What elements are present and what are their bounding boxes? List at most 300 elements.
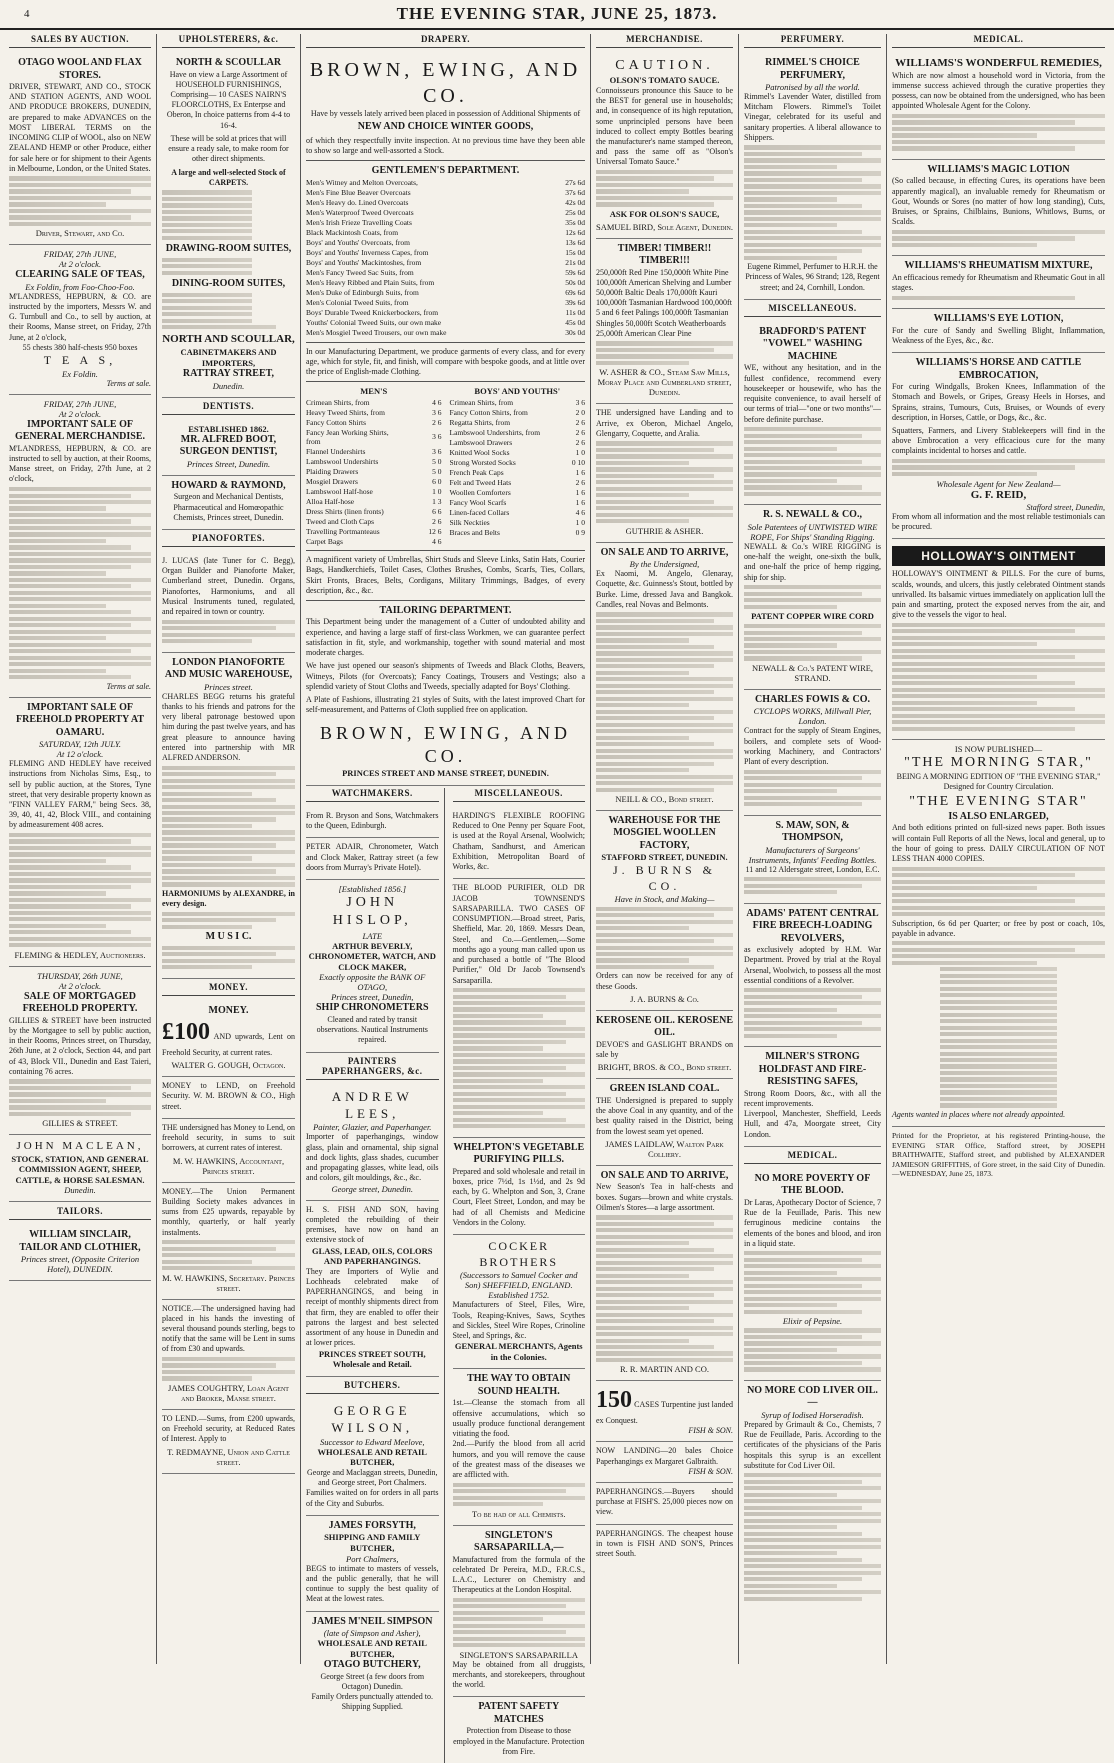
ad-signature: Eugene Rimmel, Perfumer to H.R.H. the Princess of Wales, 96 Strand; 128, Regent street; and 24, Cornhill, London. [745, 262, 880, 292]
ad-howard-raymond [162, 476, 295, 530]
item-name: Fancy Wool Scarfs [449, 497, 507, 507]
ad-carpets: A large and well-selected Stock of CARPETS. [171, 167, 286, 187]
ad-trade: SHIPPING AND FAMILY BUTCHER, [324, 1532, 421, 1553]
page-number: 4 [24, 8, 30, 20]
ad-body: DRIVER, STEWART, AND CO., STOCK AND STATION AGENTS, AND WOOL AND PRODUCE BROKERS, DUNEDIN, are prepared to make ADVANCES on the MOST LIBERAL TERMS on the INCOMING CLIP of WOOL, also on NEW ZEALAND HEMP or other Produce, either for sale here or for shipment to their Agents in Melbourne, London, or the United States. [9, 82, 151, 173]
item-price: 1 6 [575, 487, 585, 497]
ad-clearing-sale-teas [9, 245, 151, 395]
ad-body: H. S. FISH AND SON, having completed the rebuilding of their premises, have now on hand an extensive stock of [306, 1204, 439, 1245]
item-price: 2 6 [575, 417, 585, 427]
gents-price-row [306, 218, 585, 228]
item-name: Felt and Tweed Hats [449, 477, 512, 487]
item-name: Mosgiel Drawers [306, 476, 358, 486]
watchmakers-column [306, 788, 445, 1763]
ad-title: CHARLES FOWIS & CO. [754, 693, 870, 705]
ad-signature: W. ASHER & CO., Steam Saw Mills, Moray Place and Cumberland street, Dunedin. [597, 367, 732, 398]
mens-price-row [306, 486, 442, 496]
ad-union-building-society [162, 1183, 295, 1300]
ad-title: JAMES M'NEIL SIMPSON [311, 1615, 433, 1627]
boys-price-row [450, 407, 586, 417]
section-header-misc-2: MISCELLANEOUS. [744, 303, 881, 317]
ad-body: For the cure of Sandy and Swelling Blight, Inflammation, Weakness of the Eyes, &c., &c. [892, 325, 1105, 345]
item-price: 59s 6d [565, 268, 585, 278]
section-header-perfumery: PERFUMERY. [744, 34, 881, 48]
item-price: 50s 0d [565, 278, 585, 288]
ad-body: Prepared by Grimault & Co., Chemists, 7 Rue de Feuillade, Paris. According to the certificates of the physicians of the Paris hospitals this syrup is an excellent substitute for Cod Liver Oil. [744, 1419, 881, 1470]
ad-shop: OTAGO BUTCHERY, [323, 1659, 421, 1671]
ad-body: PAPERHANGINGS.—Buyers should purchase at FISH'S. 25,000 pieces now on view. [596, 1486, 733, 1517]
section-header-medical: MEDICAL. [892, 34, 1105, 48]
ad-body: THE undersigned have Landing and to Arrive, ex Oberon, Michael Angelo, Glengarry, Coquette, and Aralia. [596, 408, 733, 438]
ad-body: NOW LANDING—20 bales Choice Paperhangings ex Margaret Galbraith. [596, 1446, 733, 1466]
ad-body: THE Undersigned is prepared to supply the above Coal in any quantity, and of the best quality raised in the District, being from the lowest seam yet opened. [596, 1095, 733, 1136]
ad-body: Prepared and sold wholesale and retail in boxes, price 7½d, 1s 1½d, and 2s 9d each, by G. Whelpton and Son, 3, Crane Court, Fleet Street, London, and may be had of all Chemists and Medicine Vendors in the Colony. [452, 1166, 585, 1227]
item-price: 21s 0d [565, 258, 585, 268]
item-price: 1 0 [432, 486, 442, 496]
ad-title: ANDREW LEES, [331, 1088, 413, 1121]
gents-price-row [306, 188, 585, 198]
ad-subtitle: Syrup of Iodised Horseradish. [761, 1409, 864, 1420]
ad-music: M U S I C. [205, 931, 252, 943]
ad-intro2: of which they respectfully invite inspection. At no previous time have they been able to show so large and well-assorted a Stock. [306, 135, 585, 155]
ad-body: THE undersigned has Money to Lend, on freehold security, in sums to suit borrowers, at current rates of interest. [162, 1122, 295, 1153]
item-name: Boys' and Youths' Inverness Capes, from [306, 248, 429, 258]
ad-george-wilson [306, 1399, 439, 1516]
ad-body: PETER ADAIR, Chronometer, Watch and Clock Maker, Rattray street (a few doors from Murray's Private Hotel). [306, 842, 439, 872]
ad-signature: R. R. MARTIN AND CO. [620, 1364, 709, 1375]
item-price: 3 6 [432, 432, 442, 442]
ad-notice-coughtry [162, 1300, 295, 1410]
item-price: 2 6 [432, 417, 442, 427]
mens-price-row [306, 516, 442, 526]
ad-body: NOTICE.—The undersigned having had placed in his hands the investing of several thousand pounds sterling, begs to notify that the same will be Lent in sums of from £30 and upwards. [162, 1303, 295, 1354]
ad-harmoniums: HARMONIUMS by ALEXANDRE, in every design. [162, 888, 295, 909]
boys-price-table [450, 397, 586, 537]
item-name: Men's Irish Frieze Travelling Coats [306, 218, 412, 228]
ad-body: Ex Naomi, M. Angelo, Glenaray, Coquette, &c. Guinness's Stout, bottled by Burke. Lime, dressed Java and Bangkok. Candles, real Novas and Belmonts. [596, 569, 733, 609]
ad-body: 1st.—Cleanse the stomach from all offensive accumulations, which so usually produce functional derangement vitiating the food. [452, 1398, 585, 1439]
ad-date: FRIDAY, 27th JUNE, [43, 249, 117, 260]
ad-address: Port Chalmers, [346, 1553, 399, 1564]
item-price: 12 6 [428, 526, 442, 536]
ad-john-maclean [9, 1135, 151, 1202]
ad-subtitle: OLSON'S TOMATO SAUCE. [609, 75, 720, 86]
ad-cord: PATENT COPPER WIRE CORD [751, 611, 874, 622]
section-header-tailors: TAILORS. [9, 1206, 151, 1220]
item-price: 3 6 [432, 446, 442, 456]
ad-title: IMPORTANT SALE OF FREEHOLD PROPERTY AT OAMARU. [16, 701, 144, 738]
ad-magic-lotion [892, 160, 1105, 256]
item-price: 2 0 [575, 407, 585, 417]
item-price: 15s 0d [565, 248, 585, 258]
item-name: Boys' and Youths' Mackintoshes, from [306, 258, 422, 268]
ad-title: LONDON PIANOFORTE AND MUSIC WAREHOUSE, [164, 656, 293, 681]
ad-body: Have in Stock, and Making— [614, 894, 715, 905]
misc-column [453, 788, 586, 1763]
ad-title: IMPORTANT SALE OF GENERAL MERCHANDISE. [14, 418, 146, 443]
ad-title: KEROSENE OIL. KEROSENE OIL. [596, 1014, 733, 1039]
ad-body: M'LANDRESS, HEPBURN, & CO. are instructed to sell by auction, at their Rooms, Manse street, on Friday, 27th June, at 2 o'clock, [9, 443, 151, 484]
ad-rimmel [744, 53, 881, 300]
ad-subtitle: Ex Foldin, from Foo-Choo-Foo. [25, 281, 135, 292]
item-name: Regatta Shirts, from [449, 417, 511, 427]
ad-terms: Terms at sale. [106, 378, 151, 388]
item-name: Braces and Belts [449, 527, 500, 537]
section-header-upholsterers: UPHOLSTERERS, &c. [162, 34, 295, 48]
ad-mosgiel-warehouse [596, 811, 733, 1011]
ad-note: Orders can now be received for any of these Goods. [596, 971, 733, 991]
mens-price-row [306, 407, 442, 417]
ad-james-forsyth [306, 1516, 439, 1612]
ad-body: HARDING'S FLEXIBLE ROOFING Reduced to One Penny per Square Foot, is used at the Royal Arsenal, Woolwich; Chatham, Sandhurst, and American Exhibition, Metropolitan Board of Works, &c. [452, 810, 585, 872]
ad-title: MR. ALFRED BOOT, SURGEON DENTIST, [179, 433, 278, 458]
ad-note: These will be sold at prices that will ensure a ready sale, to make room for other direct shipments. [168, 133, 289, 164]
item-price: 35s 0d [565, 218, 585, 228]
ad-name: NORTH AND SCOULLAR, [162, 333, 295, 346]
ad-body: NEWALL & Co.'s WIRE RIGGING is one-half the weight, one-sixth the bulk, and one-half the price of hemp rigging, ship for ship. [744, 541, 881, 582]
ad-note: Cleaned and rated by transit observations. Nautical Instruments repaired. [316, 1014, 428, 1045]
ad-stock: GLASS, LEAD, OILS, COLORS AND PAPERHANGINGS. [312, 1245, 433, 1267]
ad-number: 150 [596, 1387, 632, 1414]
ad-money-gough [162, 1001, 295, 1077]
item-price: 4 6 [432, 397, 442, 407]
ad-established: [Established 1856.] [338, 884, 407, 895]
ad-title: ON SALE AND TO ARRIVE, [600, 546, 729, 558]
item-name: Men's Mosgiel Tweed Trousers, our own make [306, 328, 447, 338]
item-price: 4 6 [432, 536, 442, 546]
item-price: 5 0 [432, 466, 442, 476]
section-header-drapery: DRAPERY. [306, 34, 585, 48]
boys-price-row [450, 527, 586, 537]
ad-john-hislop [306, 880, 439, 1052]
ad-title: "THE MORNING STAR," [904, 755, 1093, 771]
ad-adams-revolvers [744, 904, 881, 1048]
gents-price-row [306, 178, 585, 188]
imprint-text: Printed for the Proprietor, at his registered Printing-house, the EVENING STAR Office, Stafford street, by JOSEPH BRAITHWAITE, Stafford street, and published by ALEXANDER JAMIESON GRIFFITHS, of Gore street, in the said City of Dunedin.—WEDNESDAY, June 25, 1873. [892, 1131, 1105, 1179]
ad-north-scoullar [162, 53, 295, 398]
ad-cocker-brothers [453, 1235, 586, 1369]
item-price: 45s 0d [565, 318, 585, 328]
column-auctions [4, 34, 156, 1664]
boys-price-row [450, 487, 586, 497]
ad-title: SINGLETON'S SARSAPARILLA,— [473, 1529, 564, 1554]
item-name: Fancy Cotton Shirts, from [449, 407, 528, 417]
ad-title: NORTH & SCOULLAR [175, 57, 282, 68]
ad-ex: Ex Foldin. [62, 368, 98, 379]
ad-late: LATE [362, 930, 383, 941]
ad-title: MONEY. [208, 1004, 249, 1016]
ad-eye-lotion [892, 309, 1105, 353]
newspaper-title: THE EVENING STAR, JUNE 25, 1873. [396, 4, 718, 23]
column-medical [886, 34, 1110, 1664]
ad-body: AND upwards, Lent on Freehold Security, at current rates. [162, 1032, 295, 1057]
ad-tailoring-body2: We have just opened our season's shipments of Tweeds and Black Cloths, Beavers, Witneys, Pilots (for Overcoats); Fancy Coatings, Trousers and Vestings; also a splendid variety of Stout Cloths and Tweeds, specially adapted for Boys' Clothing. [306, 661, 585, 691]
ad-footer-address: PRINCES STREET AND MANSE STREET, DUNEDIN. [342, 768, 549, 779]
ad-now-published: IS NOW PUBLISHED— [954, 744, 1043, 755]
ad-body: An efficacious remedy for Rheumatism and Rheumatic Gout in all stages. [892, 272, 1105, 293]
ad-ask: ASK FOR OLSON'S SAUCE, [609, 208, 720, 219]
gents-price-row [306, 318, 585, 328]
ad-dining: DINING-ROOM SUITES, [171, 277, 286, 289]
mens-price-row [306, 506, 442, 516]
ad-location: Dunedin. [212, 380, 245, 391]
ad-amount: £100 [162, 1019, 210, 1046]
ad-kerosene [596, 1011, 733, 1079]
ad-terms: Terms at sale. [106, 681, 151, 691]
ad-subtitle: Manufacturers of Surgeons' Instruments, Infants' Feeding Bottles. [748, 844, 877, 865]
ad-body: Contract for the supply of Steam Engines, boilers, and complete sets of Wood-working Machinery, and Contractors' Plant of every description. [744, 726, 881, 767]
ad-timber [596, 239, 733, 405]
column-upholsterers [156, 34, 300, 1664]
ad-olson-sauce [596, 53, 733, 239]
ad-body-line [162, 1017, 295, 1058]
ad-body: TO LEND.—Sums, from £200 upwards, on Freehold security, at Reduced Rates of Interest. Apply to [162, 1413, 295, 1444]
ad-title: WILLIAMS'S HORSE AND CATTLE EMBROCATION, [915, 357, 1082, 381]
ad-body2: Subscription, 6s 6d per Quarter; or free by post or coach, 10s, payable in advance. [892, 918, 1105, 938]
ad-sound-health [453, 1369, 586, 1525]
item-price: 4 6 [575, 507, 585, 517]
section-header-painters: PAINTERS PAPERHANGERS, &c. [306, 1056, 439, 1080]
ad-body: Have on view a Large Assortment of HOUSEHOLD FURNISHINGS, Comprising— 10 CASES NAIRN'S FLOORCLOTHS, Ex Enterpse and Oberon, In choice patterns from 4-4 to 16-4. [166, 69, 291, 130]
column-drapery [300, 34, 590, 1756]
mens-heading: MEN'S [360, 386, 388, 397]
ad-body: From R. Bryson and Sons, Watchmakers to the Queen, Edinburgh. [306, 810, 439, 831]
item-name: Lambswool Drawers [449, 437, 513, 447]
boys-price-row [450, 417, 586, 427]
item-price: 0 9 [575, 527, 585, 537]
ad-harding-roofing [453, 807, 586, 879]
ad-teas: T E A S, [43, 353, 117, 368]
ad-items: 55 chests 380 half-chests 950 boxes [22, 342, 138, 352]
ad-body: Importer of paperhangings, window glass, plain and ornamental, ship signal and dock lights, glass shades, cucumber and propagating glasses, white lead, oils and colors, gilt mouldings, &c., &c. [306, 1132, 439, 1183]
mens-price-row [306, 456, 442, 466]
ad-body: (So called because, in effecting Cures, its operations have been apparently magical), an invaluable remedy for Rheumatism or Gout, Wounds or Sores (no matter of how long standing), Cuts, Bruises, or Sprains, Chilblains, Bunions, Whitlows, Burns, or Scalds. [892, 176, 1105, 227]
ad-suites: DRAWING-ROOM SUITES, [165, 242, 292, 254]
gents-price-row [306, 288, 585, 298]
ad-body: PAPERHANGINGS. The cheapest house in town is FISH AND SON'S, Princes street South. [596, 1528, 733, 1559]
ad-hs-fish [306, 1201, 439, 1377]
item-price: 6 6 [432, 506, 442, 516]
boys-price-row [450, 497, 586, 507]
ad-body: Which are now almost a household word in Victoria, from the immense success achieved through the curative properties they possess, can now be obtained from the undersigned, who has been appointed Wholesale Agent for the Colony. [892, 70, 1105, 111]
ad-body: Strong Room Doors, &c., with all the recent improvements. [744, 1088, 881, 1108]
item-name: Dress Shirts (linen fronts) [306, 506, 384, 516]
boys-price-row [450, 517, 586, 527]
item-name: Men's Witney and Melton Overcoats, [306, 178, 418, 188]
ad-signature: FISH & SON. [688, 1466, 733, 1476]
ad-title: JOHN HISLOP, [332, 895, 412, 929]
item-price: 25s 0d [565, 208, 585, 218]
item-name: Black Mackintosh Coats, from [306, 228, 399, 238]
gents-price-table [306, 178, 585, 338]
ad-williams-remedies [892, 53, 1105, 160]
ad-note: Family Orders punctually attended to. Shipping Supplied. [311, 1692, 434, 1712]
boys-price-row [450, 457, 586, 467]
ad-body: CASES Turpentine just landed ex Conquest. [596, 1400, 734, 1426]
item-price: 42s 0d [565, 198, 585, 208]
ad-signature: NEWALL & Co.'s PATENT WIRE, STRAND. [751, 662, 874, 683]
ad-body-line [596, 1385, 733, 1426]
ad-signature: JAMES COUGHTRY, Loan Agent and Broker, Manse street. [168, 1382, 289, 1403]
ad-bryson [306, 807, 439, 838]
ad-subtitle2: IS ALSO ENLARGED, [948, 810, 1049, 822]
ad-signature: SINGLETON'S SARSAPARILLA [459, 1649, 578, 1660]
ad-title: PATENT SAFETY MATCHES [478, 1701, 560, 1725]
item-name: Travelling Portmanteaus [306, 526, 380, 536]
boys-price-row [450, 437, 586, 447]
ad-body: HOLLOWAY'S OINTMENT & PILLS. For the cure of burns, scalds, wounds, and ulcers, this justly celebrated Ointment stands unrivalled. Its balsamic virtues immediately on application lull the pain and smarting, protect the exposed nerves from the air, and give to the vessels the vigor to heal. [892, 569, 1105, 620]
ad-signature: JAMES LAIDLAW, Walton Park Colliery. [605, 1138, 724, 1159]
item-name: Youths' Colonial Tweed Suits, our own make [306, 318, 442, 328]
ad-turpentine [596, 1381, 733, 1442]
ad-neill-co [596, 543, 733, 811]
ad-money-hawkins [162, 1119, 295, 1183]
section-header-dentists: DENTISTS. [162, 401, 295, 415]
ad-alfred-boot [162, 420, 295, 476]
ad-body2: They are Importers of Wylie and Lochheads celebrated make of PAPERHANGINGS, and being in receipt of monthly shipments direct from that firm, they are enabled to offer their patrons the largest and best selected assortment of any house in Dunedin and at lower prices. [306, 1266, 439, 1348]
item-price: 39s 6d [565, 298, 585, 308]
item-price: 1 0 [575, 447, 585, 457]
ad-to-lend-redmayne [162, 1410, 295, 1474]
ad-poverty-blood [744, 1169, 881, 1381]
ad-title: WILLIAMS'S WONDERFUL REMEDIES, [895, 57, 1102, 69]
mens-price-row [306, 427, 442, 446]
ad-body: BEGS to intimate to masters of vessels, and the public generally, that he will continue to supply the best quality of Meat at the lowest rates. [306, 1563, 439, 1604]
section-header-merchandise: MERCHANDISE. [596, 34, 733, 48]
boys-price-row [450, 397, 586, 407]
boys-list [450, 386, 586, 546]
item-name: Fancy Jean Working Shirts, from [306, 427, 389, 446]
item-price: 2 6 [432, 516, 442, 526]
ad-body: FLEMING AND HEDLEY have received instructions from Nicholas Sims, Esq., to sell by public auction, at the Stores, Tyne street, that very desirable property known as "FINN VALLEY FARM," being Secs. 38, 39, 40, 41, 42, Block VIII., and containing by admeasurement 408 acres. [9, 759, 151, 830]
ad-agents: Agents wanted in places where not already appointed. [892, 1109, 1066, 1119]
ad-subtitle: Sole Patentees of UNTWISTED WIRE ROPE, For Ships' Standing Rigging. [747, 521, 878, 542]
mens-price-row [306, 496, 442, 506]
gents-price-row [306, 248, 585, 258]
ad-title: OTAGO WOOL AND FLAX STORES. [18, 57, 142, 81]
ad-address: George and Maclaggan streets, Dunedin, and George street, Port Chalmers. [307, 1467, 438, 1488]
item-name: Men's Heavy Ribbed and Plain Suits, from [306, 278, 435, 288]
ad-title: HOWARD & RAYMOND, [171, 479, 286, 491]
ad-trade: WHOLESALE AND RETAIL BUTCHER, [317, 1446, 427, 1468]
item-name: Men's Fancy Tweed Sac Suits, from [306, 268, 414, 278]
ad-signature: J. A. BURNS & Co. [630, 993, 699, 1004]
ad-name: J. BURNS & CO. [612, 863, 717, 893]
ad-new-goods: NEW AND CHOICE WINTER GOODS, [357, 121, 534, 133]
gents-price-row [306, 258, 585, 268]
item-name: Men's Waterproof Tweed Overcoats [306, 208, 414, 218]
mens-price-table [306, 397, 442, 546]
column-perfumery [738, 34, 886, 1664]
item-name: Knitted Wool Socks [449, 447, 510, 457]
ad-headline: BROWN, EWING, AND CO. [309, 59, 582, 107]
ad-subtitle: STOCK, STATION, AND GENERAL COMMISSION AGENT, SHEEP, CATTLE, & HORSE SALESMAN. [11, 1153, 149, 1185]
gents-price-row [306, 328, 585, 338]
item-price: 30s 0d [565, 328, 585, 338]
ad-paperhangings-2 [596, 1525, 733, 1566]
ad-title: WILLIAMS'S EYE LOTION, [933, 313, 1064, 325]
masthead [0, 0, 1114, 30]
lower-split [306, 788, 585, 1763]
ad-tailoring: TAILORING DEPARTMENT. [379, 604, 512, 616]
ad-money-brown [162, 1077, 295, 1119]
ad-title2: "THE EVENING STAR" [909, 793, 1088, 809]
ad-body: M'LANDRESS, HEPBURN, & CO. are instructed by the importers, Messrs W. and G. Turnbull and Co., to sell by auction, at their Rooms, Manse street, on Friday, 27th June, at 2 o'clock, [9, 291, 151, 342]
ad-body: Manufacturers of Steel, Files, Wire, Tools, Reaping-Knives, Saws, Scythes and Sickles, Steel Wire Ropes, Crinoline Steel, and Springs, &c. [452, 1300, 585, 1340]
item-name: Boys' Durable Tweed Knickerbockers, from [306, 308, 439, 318]
ad-agents: GENERAL MERCHANTS, Agents in the Colonies. [454, 1341, 583, 1362]
ad-title: WILLIAM SINCLAIR, TAILOR AND CLOTHIER, [19, 1229, 141, 1253]
ad-signature: GILLIES & STREET. [42, 1118, 118, 1129]
ad-subtitle: Patronised by all the world. [765, 82, 860, 92]
item-price: 2 6 [575, 427, 585, 437]
item-name: Men's Duke of Edinburgh Suits, from [306, 288, 419, 298]
item-price: 1 6 [575, 497, 585, 507]
item-name: Plaiding Drawers [306, 466, 359, 476]
ad-title: WILLIAMS'S MAGIC LOTION [927, 163, 1070, 175]
ad-milner-safes [744, 1047, 881, 1147]
ad-title: COCKER BROTHERS [479, 1239, 559, 1269]
ad-body2: Exactly opposite the BANK OF OTAGO, [319, 972, 426, 993]
ad-andrew-lees [306, 1085, 439, 1201]
ad-location: Princes street, (Opposite Criterion Hotel), DUNEDIN. [20, 1254, 140, 1275]
ad-fashion-plate: A Plate of Fashions, illustrating 21 styles of Suits, with the latest improved Chart for self-measurement, and Patterns of Cloth supplied free on application. [306, 695, 585, 715]
ad-body: Manufactured from the formula of the celebrated Dr Pereira, M.D., F.R.C.S., L.A.C., Lecturer on Chemistry and Therapeutics at the London Hospital. [452, 1554, 585, 1595]
ad-body: ARTHUR BEVERLY, CHRONOMETER, WATCH, AND CLOCK MAKER, [308, 940, 436, 972]
item-name: Alloa Half-hose [306, 496, 355, 506]
item-name: Men's Heavy do. Lined Overcoats [306, 198, 409, 208]
mens-price-row [306, 446, 442, 456]
ad-title: SALE OF MORTGAGED FREEHOLD PROPERTY. [22, 990, 138, 1015]
ad-title: CAUTION. [615, 58, 714, 73]
ad-time: At 2 o'clock. [58, 259, 102, 270]
boys-heading: BOYS' AND YOUTHS' [474, 386, 561, 397]
gents-price-row [306, 208, 585, 218]
ad-date: SATURDAY, 12th JULY. [38, 739, 122, 750]
ad-safety-matches [453, 1697, 586, 1763]
ad-subtitle: (Successors to Samuel Cocker and Son) SHEFFIELD, ENGLAND. Established 1752. [459, 1270, 578, 1301]
ad-signature: M. W. HAWKINS, Accountant, Princes street. [172, 1155, 285, 1176]
item-price: 27s 6d [565, 178, 585, 188]
ad-title: R. S. NEWALL & CO., [763, 509, 862, 521]
ad-body: Connoisseurs pronounce this Sauce to be the BEST for general use in households; and, in consequence of its high reputation, some unprincipled persons have been induced to collect empty Bottles bearing the manufacturer's name stamped thereon, and pass the same off as "Olson's Universal Tomato Sauce." [596, 85, 733, 167]
ad-body: WE, without any hesitation, and in the fullest confidence, recommend every housekeeper or housewife, who has the requisite convenience, to avail herself of our terms of trial—"one or two months"—before definite purchase. [744, 363, 881, 424]
ad-location: Dunedin. [64, 1185, 96, 1196]
item-price: 37s 6d [565, 188, 585, 198]
item-name: Carpet Bags [306, 536, 343, 546]
ad-address: Stafford street, Dunedin, [1026, 502, 1105, 512]
item-price: 2 6 [575, 437, 585, 447]
item-price: 69s 6d [565, 288, 585, 298]
ad-elixir: Elixir of Pepsine. [782, 1316, 843, 1327]
ad-ship: SHIP CHRONOMETERS [315, 1002, 429, 1014]
ad-now-landing [596, 1442, 733, 1482]
boys-price-row [450, 427, 586, 437]
ad-signature: NEILL & CO., Bond street. [615, 793, 714, 804]
mens-price-row [306, 466, 442, 476]
ad-address: George Street (a few doors from Octagon) Dunedin. [320, 1671, 425, 1692]
ad-address: PRINCES STREET SOUTH, Wholesale and Retail. [318, 1348, 426, 1370]
ad-note: May be obtained from all druggists, merchants, and storekeepers, throughout the world. [452, 1659, 585, 1690]
gents-price-row [306, 308, 585, 318]
ad-established: ESTABLISHED 1862. [188, 423, 269, 434]
ad-trade: CABINETMAKERS AND IMPORTERS, [180, 347, 277, 368]
item-price: 12s 6d [565, 228, 585, 238]
ad-note: Families waited on for orders in all parts of the City and Suburbs. [306, 1488, 439, 1508]
item-name: Flannel Undershirts [306, 446, 366, 456]
ad-footer-name: BROWN, EWING, AND CO. [320, 722, 571, 766]
gents-price-row [306, 198, 585, 208]
